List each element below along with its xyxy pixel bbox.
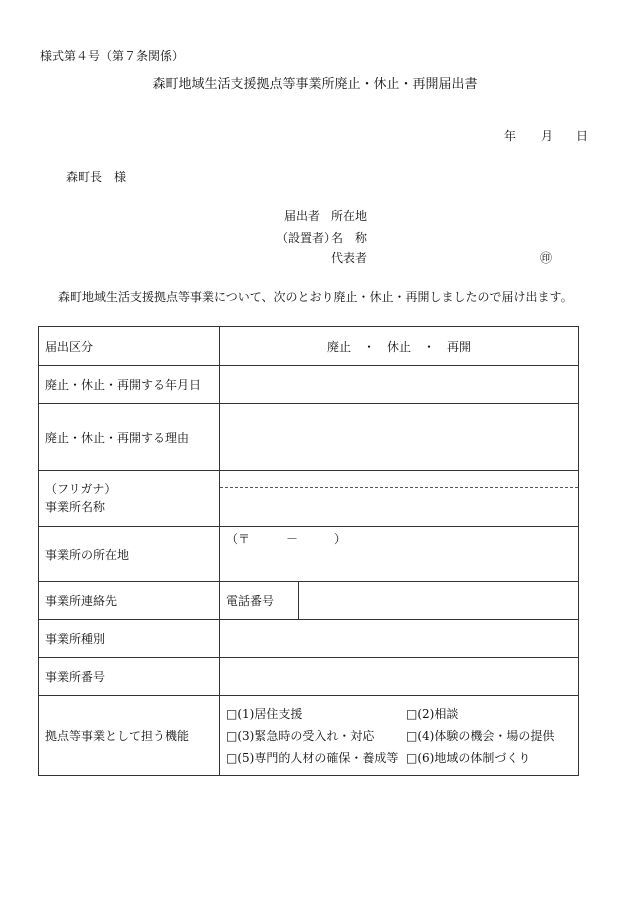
document-title: 森町地域生活支援拠点等事業所廃止・休止・再開届出書 [152, 77, 478, 92]
office-address-field[interactable] [220, 527, 579, 582]
furigana-divider [220, 487, 578, 488]
table-row [39, 404, 579, 471]
representative-label: 代表者 [331, 251, 368, 265]
reason-label: 廃止・休止・再開する理由 [39, 404, 220, 471]
date-year: 年 [504, 129, 517, 143]
table-row [39, 327, 579, 366]
phone-label: 電話番号 [220, 582, 299, 619]
function-option-5[interactable]: □(5)専門的人材の確保・養成等 [226, 751, 399, 765]
contact-label: 事業所連絡先 [39, 582, 220, 620]
table-row [39, 527, 579, 582]
form-number: 様式第４号（第７条関係） [40, 49, 185, 63]
intro-text: 森町地域生活支援拠点等事業について、次のとおり廃止・休止・再開しましたので届け出ます。 [58, 290, 573, 304]
office-name-field[interactable] [220, 471, 579, 527]
applicant-label: 届出者 [284, 209, 321, 223]
table-row [39, 366, 579, 404]
table-row [39, 696, 579, 776]
founder-label: （設置者） [276, 231, 337, 245]
contact-field [220, 582, 579, 620]
location-label: 所在地 [331, 209, 368, 223]
function-option-1[interactable]: □(1)居住支援 [226, 707, 303, 721]
function-option-4[interactable]: □(4)体験の機会・場の提供 [406, 729, 555, 743]
office-address-label: 事業所の所在地 [39, 527, 220, 582]
office-number-field[interactable] [220, 658, 579, 696]
table-row [39, 582, 579, 620]
seal-mark: ㊞ [540, 251, 553, 265]
category-options[interactable]: 廃止 ・ 休止 ・ 再開 [220, 327, 579, 366]
functions-label: 拠点等事業として担う機能 [39, 696, 220, 776]
category-label: 届出区分 [39, 327, 220, 366]
postal-code: （〒 － ） [226, 532, 347, 546]
functions-field [220, 696, 579, 776]
office-type-label: 事業所種別 [39, 620, 220, 658]
table-row [39, 658, 579, 696]
date-label: 廃止・休止・再開する年月日 [39, 366, 220, 404]
furigana-label: （フリガナ） [45, 481, 117, 496]
function-option-6[interactable]: □(6)地域の体制づくり [406, 751, 531, 765]
office-name-label: 事業所名称 [45, 499, 106, 514]
addressee: 森町長 様 [66, 170, 127, 184]
office-number-label: 事業所番号 [39, 658, 220, 696]
name-label: 名 称 [331, 231, 368, 245]
reason-field[interactable] [220, 404, 579, 471]
notification-table [38, 326, 579, 776]
phone-field[interactable] [299, 582, 578, 619]
office-type-field[interactable] [220, 620, 579, 658]
table-row [39, 620, 579, 658]
office-name-label-cell [39, 471, 220, 527]
table-row [39, 471, 579, 527]
date-field[interactable] [220, 366, 579, 404]
function-option-2[interactable]: □(2)相談 [406, 707, 459, 721]
date-month: 月 [541, 129, 554, 143]
date-day: 日 [576, 129, 589, 143]
function-option-3[interactable]: □(3)緊急時の受入れ・対応 [226, 729, 375, 743]
